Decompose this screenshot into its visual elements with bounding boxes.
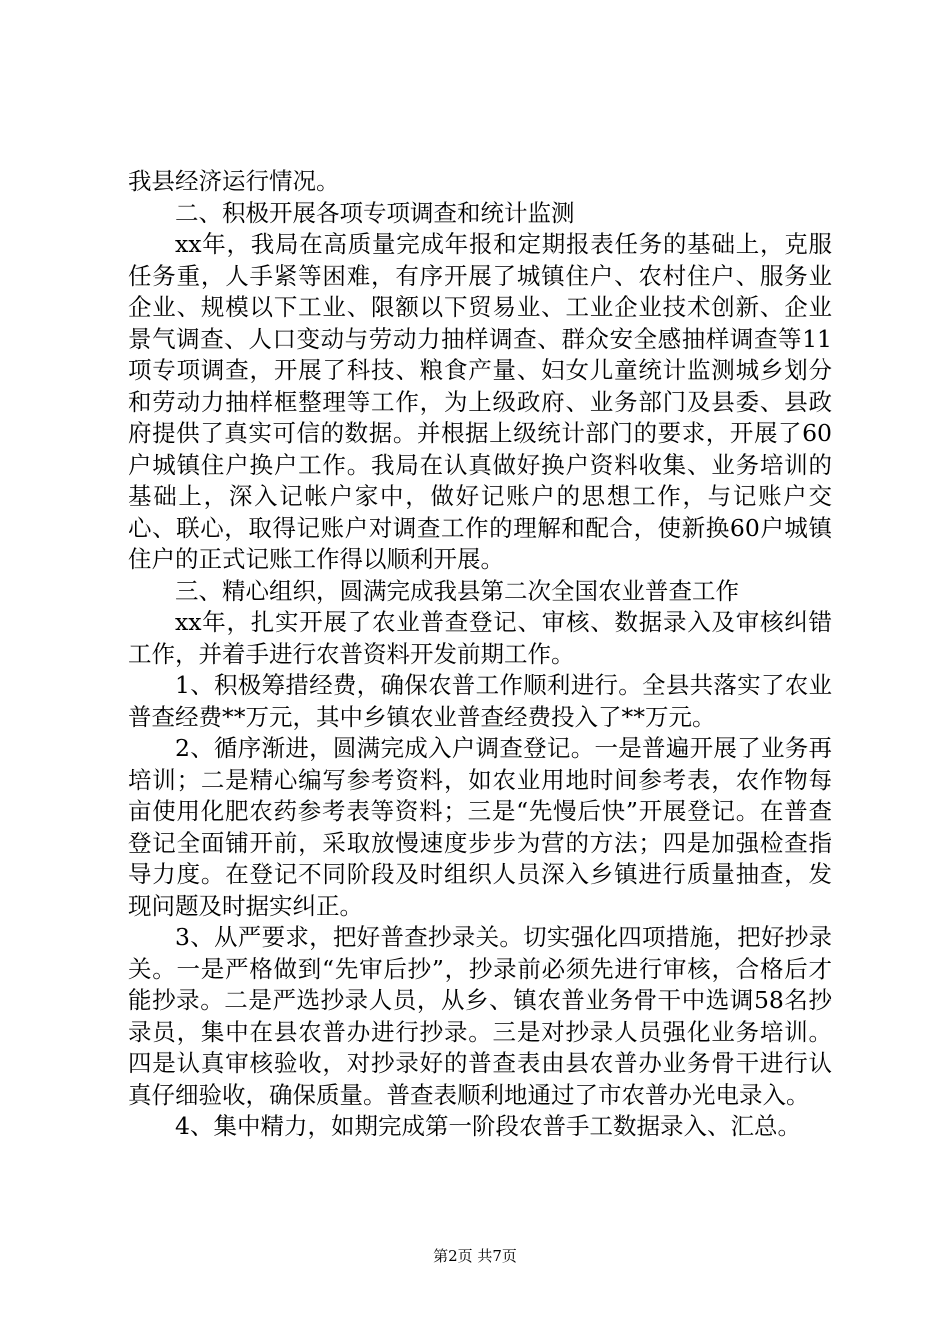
document-body xyxy=(128,166,832,1143)
page-number-footer: 第2页 共7页 xyxy=(433,1247,517,1265)
paragraph-item-1-funding: 1、积极筹措经费，确保农普工作顺利进行。全县共落实了农业普查经费**万元，其中乡镇农业普查经费投入了**万元。 xyxy=(128,671,832,731)
paragraph-item-2-registration: 2、循序渐进，圆满完成入户调查登记。一是普遍开展了业务再培训；二是精心编写参考资料，如农业用地时间参考表，农作物每亩使用化肥农药参考表等资料；三是“先慢后快”开展登记。在普查登记全面铺开前，采取放慢速度步步为营的方法；四是加强检查指导力度。在登记不同阶段及时组织人员深入乡镇进行质量抽查，发现问题及时据实纠正。 xyxy=(128,734,832,920)
paragraph-item-4-data-entry: 4、集中精力，如期完成第一阶段农普手工数据录入、汇总。 xyxy=(175,1112,801,1140)
paragraph-continuation: 我县经济运行情况。 xyxy=(128,167,340,195)
section-heading-two: 二、积极开展各项专项调查和统计监测 xyxy=(175,198,575,227)
paragraph-special-surveys: xx年，我局在高质量完成年报和定期报表任务的基础上，克服任务重，人手紧等困难，有序开展了城镇住户、农村住户、服务业企业、规模以下工业、限额以下贸易业、工业企业技术创新、企业景气调查、人口变动与劳动力抽样调查、群众安全感抽样调查等11项专项调查，开展了科技、粮食产量、妇女儿童统计监测城乡划分和劳动力抽样框整理等工作，为上级政府、业务部门及县委、县政府提供了真实可信的数据。并根据上级统计部门的要求，开展了60户城镇住户换户工作。我局在认真做好换户资料收集、业务培训的基础上，深入记帐户家中，做好记账户的思想工作，与记账户交心、联心，取得记账户对调查工作的理解和配合，使新换60户城镇住户的正式记账工作得以顺利开展。 xyxy=(128,230,832,573)
paragraph-item-3-transcription: 3、从严要求，把好普查抄录关。切实强化四项措施，把好抄录关。一是严格做到“先审后抄”，抄录前必须先进行审核，合格后才能抄录。二是严选抄录人员，从乡、镇农普业务骨干中选调58名抄录员，集中在县农普办进行抄录。三是对抄录人员强化业务培训。四是认真审核验收，对抄录好的普查表由县农普办业务骨干进行认真仔细验收，确保质量。普查表顺利地通过了市农普办光电录入。 xyxy=(128,923,832,1109)
section-heading-three: 三、精心组织，圆满完成我县第二次全国农业普查工作 xyxy=(175,576,739,605)
paragraph-census-overview: xx年，扎实开展了农业普查登记、审核、数据录入及审核纠错工作，并着手进行农普资料开发前期工作。 xyxy=(128,608,832,668)
